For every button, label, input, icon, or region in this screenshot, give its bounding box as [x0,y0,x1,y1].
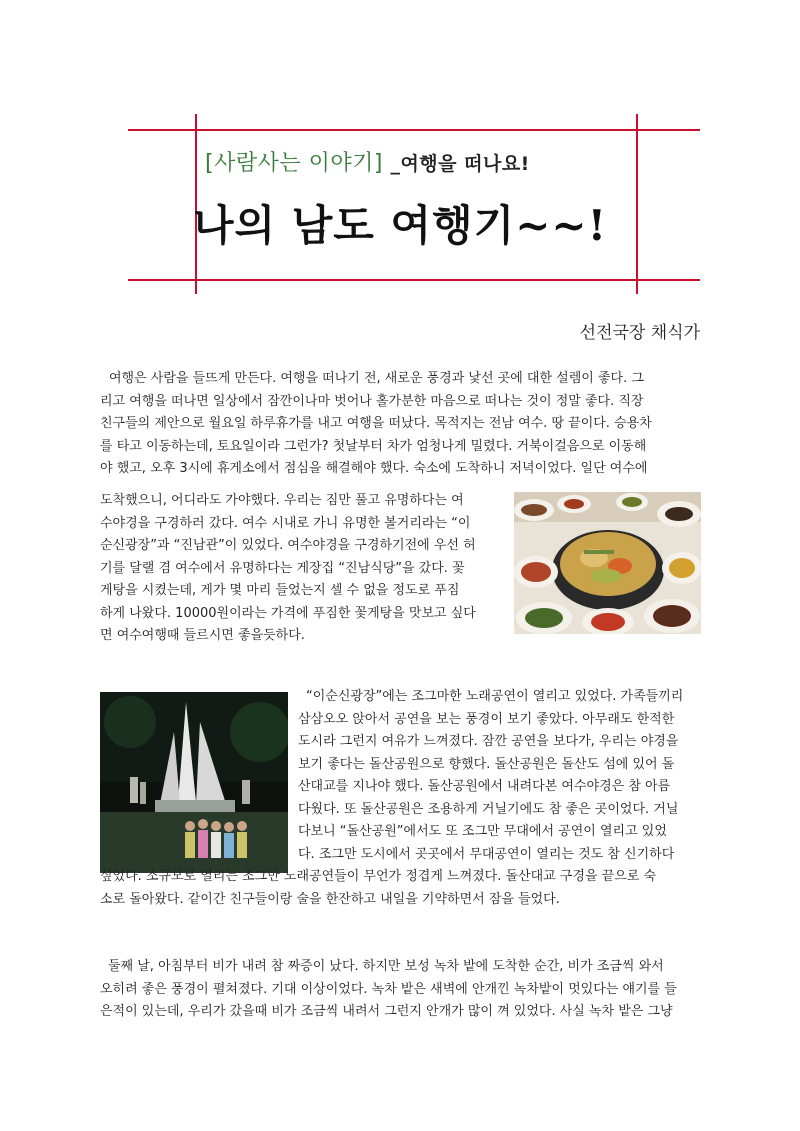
text-line: 소로 돌아왔다. 같이간 친구들이랑 술을 한잔하고 내일을 기약하면서 잠을 들었다. [100,891,560,907]
text-line: 다웠다. 또 돌산공원은 조용하게 거닐기에도 참 좋은 곳이었다. 거닐 [298,801,679,817]
text-line: 오히려 좋은 풍경이 펼쳐졌다. 기대 이상이었다. 녹차 밭은 새벽에 안개낀 녹차밭이 멋있다는 얘기를 들 [100,981,677,997]
text-line: 리고 여행을 떠나면 일상에서 잠깐이나마 벗어나 홀가분한 마음으로 떠나는 것이 정말 좋다. 직장 [100,393,644,409]
author-byline: 선전국장 채식가 [579,323,700,343]
header-rule-top [128,129,700,131]
text-line: 친구들의 제안으로 월요일 하루휴가를 내고 여행을 떠났다. 목적지는 전남 여수. 땅 끝이다. 승용차 [100,416,652,431]
text-line: 면 여수여행때 들르시면 좋을듯하다. [100,628,305,643]
paragraph-3 [298,686,700,866]
series-title-bracket: [사람사는 이야기] [205,151,383,176]
text-line: 보기 좋다는 돌산공원으로 향했다. 돌산공원은 돌산도 섬에 있어 돌 [298,756,675,772]
paragraph-5 [100,956,700,1024]
text-line: 도시라 그런지 여유가 느껴졌다. 잠깐 공연을 보다가, 우리는 야경을 [298,734,679,749]
header-rule-bottom [128,279,700,281]
text-line: 둘째 날, 아침부터 비가 내려 참 짜증이 났다. 하지만 보성 녹차 밭에 도착한 순간, 비가 조금씩 와서 [108,959,664,974]
text-line: 삼삼오오 앉아서 공연을 보는 풍경이 보기 좋았다. 아무래도 한적한 [298,711,675,727]
text-line: 순신광장”과 “진남관”이 있었다. 여수야경을 구경하기전에 우선 허 [100,538,476,553]
text-line: 은적이 있는데, 우리가 갔을때 비가 조금씩 내려서 그런지 안개가 많이 껴 있었다. 사실 녹차 밭은 그냥 [100,1004,673,1019]
text-line: 다보니 “돌산공원”에서도 또 조그만 무대에서 공연이 열리고 있었 [298,824,667,839]
text-line: 도착했으니, 어디라도 가야했다. 우리는 짐만 풀고 유명하다는 여 [100,493,464,508]
paragraph-2 [100,490,508,648]
text-line: 여행은 사람을 들뜨게 만든다. 여행을 떠나기 전, 새로운 풍경과 낯선 곳에 대한 설렘이 좋다. 그 [109,371,644,386]
page-title: 나의 남도 여행기~~! [192,201,608,250]
series-title-suffix: _여행을 떠나요! [390,153,530,175]
crab-stew-photo [514,492,701,634]
paragraph-4 [100,866,700,911]
series-title [205,146,530,177]
paragraph-1 [100,368,700,481]
text-line: 수야경을 구경하러 갔다. 여수 시내로 가니 유명한 볼거리라는 “이 [100,515,471,531]
text-line: 산대교를 지나야 했다. 돌산공원에서 내려다본 여수야경은 참 아름 [298,779,671,794]
text-line: 게탕을 시켰는데, 게가 몇 마리 들었는지 셀 수 없을 정도로 푸짐 [100,583,460,598]
text-line: 다. 조그만 도시에서 곳곳에서 무대공연이 열리는 것도 참 신기하다 [298,846,675,862]
night-sculpture-photo [100,692,288,873]
text-line: 하게 나왔다. 10000원이라는 가격에 푸짐한 꽃게탕을 맛보고 싶다 [100,605,476,621]
text-line: 싶었다. 소규모로 열리는 조그만 노래공연들이 무언가 정겹게 느껴졌다. 돌산대교 구경을 끝으로 숙 [100,869,657,884]
text-line: 야 했고, 오후 3시에 휴게소에서 점심을 해결해야 했다. 숙소에 도착하니 저녁이었다. 일단 여수에 [100,461,648,476]
text-line: 기를 달랠 겸 여수에서 유명하다는 게장집 “진남식당”을 갔다. 꽃 [100,560,465,576]
text-line: “이순신광장”에는 조그마한 노래공연이 열리고 있었다. 가족들끼리 [306,689,684,704]
text-line: 를 타고 이동하는데, 토요일이라 그런가? 첫날부터 차가 엄청나게 밀렸다. 거북이걸음으로 이동해 [100,438,647,454]
